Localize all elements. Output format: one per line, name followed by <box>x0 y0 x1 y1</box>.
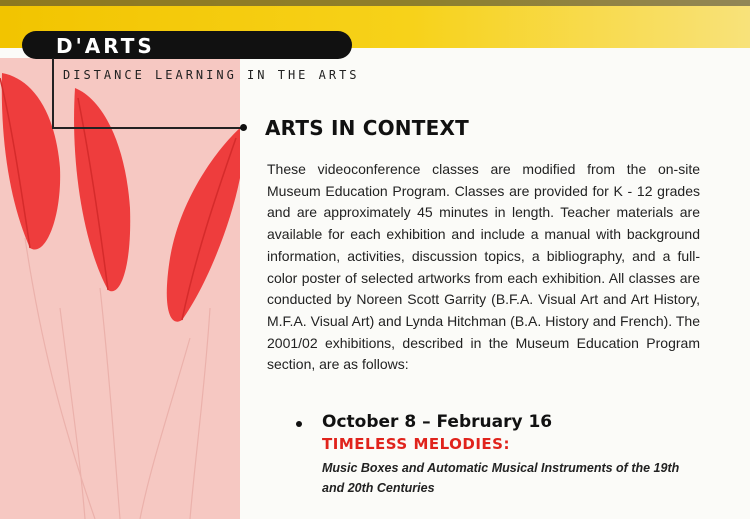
event-description: Music Boxes and Automatic Musical Instruments of the 19th and 20th Centuries <box>322 461 680 495</box>
brand-pill <box>22 31 352 59</box>
connector-line-vertical <box>52 58 54 128</box>
event-date: October 8 – February 16 <box>322 412 553 432</box>
body-paragraph: These videoconference classes are modified from the on-site Museum Education Program. Classes are provided for K - 12 grades and are approximately 45 minutes in length. Teacher materials are available for each exhibition and include a manual with background information, activities, discussion topics, a bibliography, and a full-color poster of selected artworks from each exhibition. All classes are conducted by Noreen Scott Garrity (B.F.A. Visual Art and Art History, M.F.A. Visual Art) and Lynda Hitchman (B.A. History and French). The 2001/02 exhibitions, described in the Museum Education Program section, are as follows: <box>267 161 700 373</box>
brand-title: D'ARTS <box>56 34 155 58</box>
connector-line-horizontal <box>52 127 242 129</box>
event-title: TIMELESS MELODIES: <box>322 435 510 453</box>
connector-dot <box>240 124 247 131</box>
subtitle: DISTANCE LEARNING IN THE ARTS <box>63 68 360 82</box>
top-shadow <box>0 0 750 6</box>
section-heading: ARTS IN CONTEXT <box>265 116 469 140</box>
bullet-icon <box>296 421 302 427</box>
